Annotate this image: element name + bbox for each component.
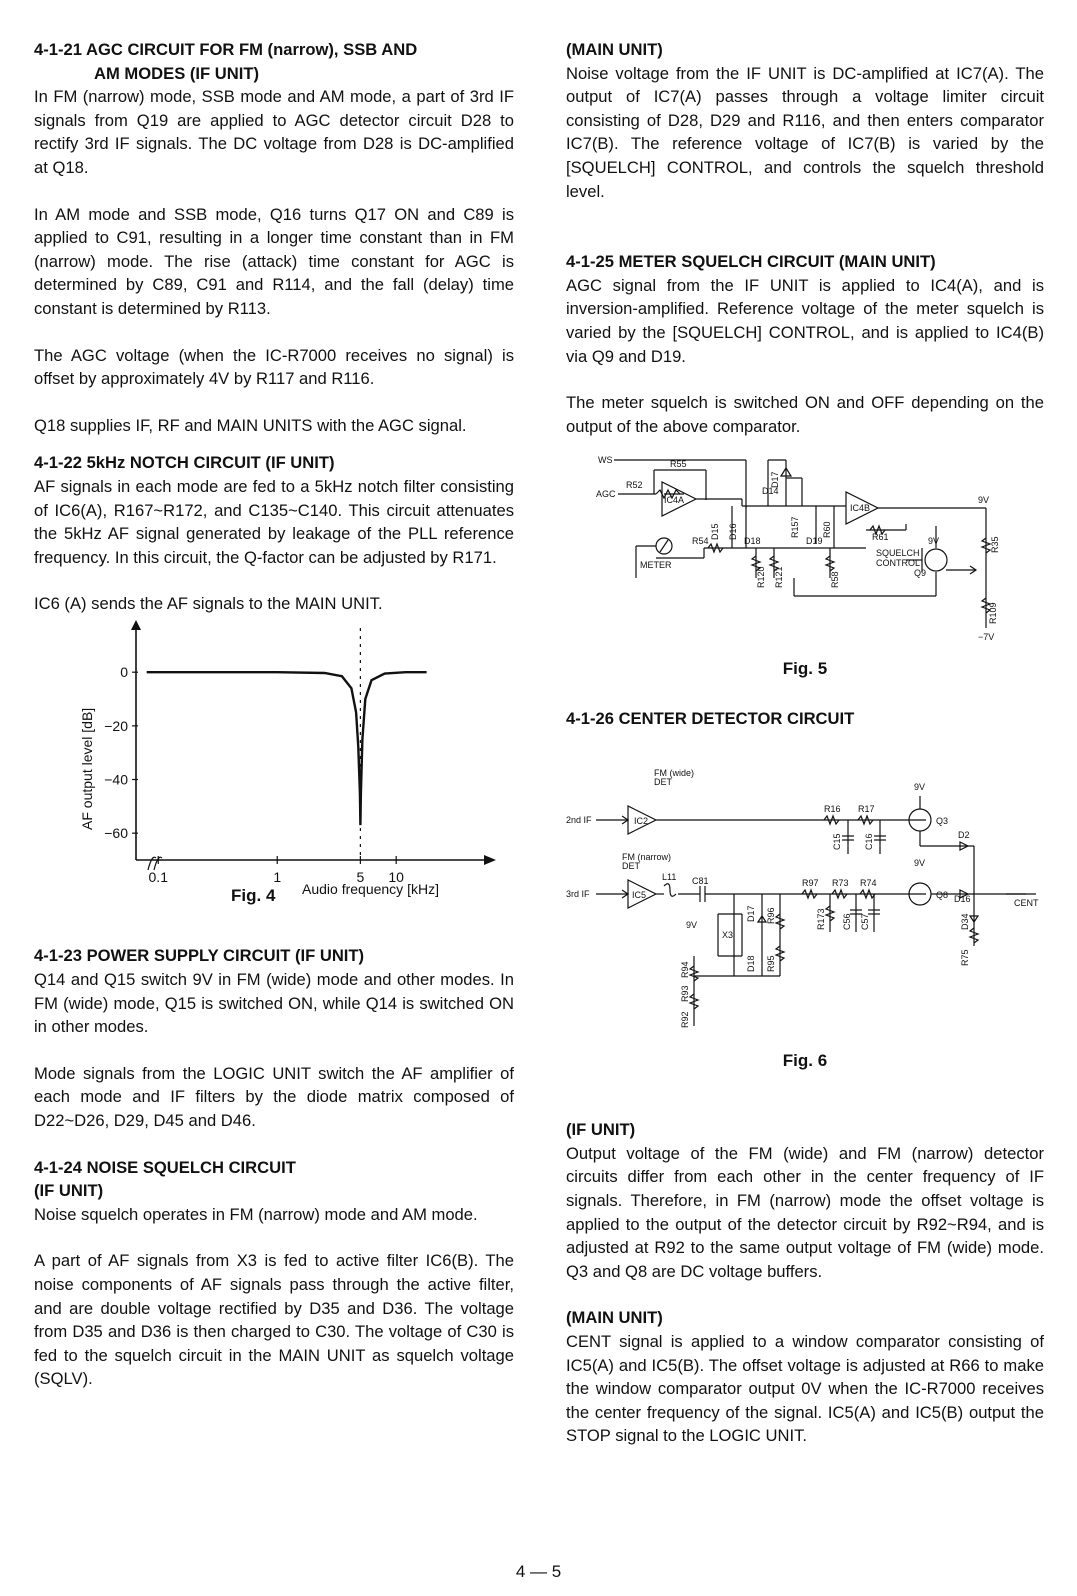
fig6-label-c56: C56 [842, 913, 852, 931]
fig5-label-r55: R55 [670, 459, 687, 470]
section-4-1-25-title: 4-1-25 METER SQUELCH CIRCUIT (MAIN UNIT) [566, 252, 936, 272]
fig5-label-d15: D15 [710, 523, 720, 541]
fig5-label-ic4a: IC4A [664, 495, 685, 506]
fig5-caption: Fig. 5 [782, 658, 828, 678]
fig6-label-r92: R92 [680, 1011, 690, 1029]
s25-paragraph-1: AGC signal from the IF UNIT is applied to IC4(A), and is inversion-amplified. Reference voltage of the meter squelch is varied by the [SQUELCH] CONTROL, and is applied to IC4(B) via Q9 and D19. [566, 275, 1044, 366]
fig6-label-c16: C16 [864, 833, 874, 851]
fig5-label-r54: R54 [692, 536, 709, 547]
fig5-label-r60: R60 [822, 521, 832, 539]
fig5-label-d19: D19 [806, 536, 823, 547]
fig4-x-arrow [484, 855, 496, 865]
fig5-label-neg7v: −7V [978, 632, 995, 643]
fig6-label-r74: R74 [860, 878, 877, 889]
fig6-label-cent: CENT [1014, 898, 1039, 909]
fig6-label-r75: R75 [960, 949, 970, 967]
fig6-label-r97: R97 [802, 878, 819, 889]
fig5-label-r120: R120 [756, 566, 766, 589]
fig5-label-ws: WS [598, 455, 613, 466]
fig6-label-2nd-if: 2nd IF [566, 815, 592, 826]
fig5-label-r109: R109 [988, 602, 998, 625]
fig4-xtick-label: 0.1 [148, 868, 168, 885]
fig5-label-squelch: SQUELCH [876, 548, 920, 559]
fig5-label-d18: D18 [744, 536, 761, 547]
fig6-label-r17: R17 [858, 804, 875, 815]
fig6-caption: Fig. 6 [782, 1050, 828, 1070]
fig5-label-agc: AGC [596, 489, 616, 500]
main-unit-paragraph: Noise voltage from the IF UNIT is DC-amplified at IC7(A). The output of IC7(A) passes through a voltage limiter circuit consisting of D28, D29 and R116, and then enters comparator IC7(B). The reference voltage of IC7(B) is varied by the [SQUELCH] CONTROL, and controls the squelch threshold level. [566, 63, 1044, 201]
s24-subtitle: (IF UNIT) [34, 1181, 104, 1201]
fig6-label-r94: R94 [680, 961, 690, 979]
fig6-label-3rd-if: 3rd IF [566, 889, 590, 900]
s21-paragraph-2: In AM mode and SSB mode, Q16 turns Q17 ON and C89 is applied to C91, resulting in a longer time constant than in FM (narrow) mode. The rise (attack) time constant for AGC is determined by C89, C91 and R114, and the fall (delay) time constant is determined by R113. [34, 204, 514, 318]
s21-paragraph-4: Q18 supplies IF, RF and MAIN UNITS with the AGC signal. [34, 415, 467, 435]
right-column [566, 38, 1044, 1471]
fig4-ytick-label: 0 [120, 664, 128, 681]
section-4-1-26-title: 4-1-26 CENTER DETECTOR CIRCUIT [566, 708, 855, 728]
fig4-label: Fig. 4 [231, 885, 276, 905]
fig5-label-d16: D16 [728, 523, 738, 541]
fig4-xtick-label: 10 [388, 868, 404, 885]
section-4-1-21-title: 4-1-21 AGC CIRCUIT FOR FM (narrow), SSB AND AM MODES (IF UNIT) [34, 40, 418, 83]
fig4-y-arrow [131, 620, 141, 630]
fig5-label-r61: R61 [872, 532, 889, 543]
fig5-meter-squelch-schematic [566, 448, 1044, 648]
fig4-xtick-label: 5 [356, 868, 365, 885]
fig5-label-r35: R35 [990, 536, 1000, 554]
fig4-response-curve [147, 672, 427, 825]
fig6-label-9v-b: 9V [914, 858, 926, 869]
fig5-label-d14: D14 [762, 486, 779, 497]
fig6-label-det2: DET [622, 861, 640, 872]
fig6-center-detector-schematic [566, 746, 1044, 1036]
fig5-label-9v-b: 9V [928, 536, 940, 547]
fig6-label-d2: D2 [958, 830, 970, 841]
fig6-label-ic2: IC2 [634, 816, 649, 827]
fig5-label-control: CONTROL [876, 558, 921, 569]
fig6-label-r93: R93 [680, 985, 690, 1003]
fig6-label-r173: R173 [816, 908, 826, 931]
s21-paragraph-3: The AGC voltage (when the IC-R7000 receives no signal) is offset by approximately 4V by R117 and R116. [34, 345, 514, 389]
s22-paragraph-1: AF signals in each mode are fed to a 5kHz notch filter consisting of IC6(A), R167~R172, and C135~C140. This circuit attenuates the 5kHz AF signal generated by leakage of the PLL reference frequency. In this circuit, the Q-factor can be adjusted by R171. [34, 476, 514, 567]
fig6-label-r73: R73 [832, 878, 849, 889]
fig4-ytick-label: −40 [104, 771, 128, 788]
fig4-axes [131, 620, 496, 870]
fig5-label-d17: D17 [770, 471, 780, 489]
fig4-notch-chart [34, 620, 504, 930]
s24-paragraph-1: Noise squelch operates in FM (narrow) mode and AM mode. [34, 1204, 478, 1224]
s22-paragraph-2: IC6 (A) sends the AF signals to the MAIN UNIT. [34, 594, 383, 614]
section-4-1-23-title: 4-1-23 POWER SUPPLY CIRCUIT (IF UNIT) [34, 946, 365, 966]
fig6-label-x3: X3 [722, 930, 734, 941]
fig6-label-c81: C81 [692, 876, 709, 887]
fig5-label-r121: R121 [774, 566, 784, 589]
fig6-label-q8: Q8 [936, 890, 949, 901]
if-unit-paragraph: Output voltage of the FM (wide) and FM (narrow) detector circuits differ from each other in the center frequency of IF signals. Therefore, in FM (narrow) mode the offset voltage is applied to the output of the detector circuit by R92~R94, and is adjusted at R92 to the same output voltage of FM (wide) mode. Q3 and Q8 are DC voltage buffers. [566, 1143, 1044, 1281]
fig6-label-d16: D16 [954, 894, 971, 905]
s25-paragraph-2: The meter squelch is switched ON and OFF depending on the output of the above comparator. [566, 393, 1044, 436]
fig6-label-q3: Q3 [936, 816, 949, 827]
fig6-label-d18: D18 [746, 955, 756, 973]
fig6-label-l11: L11 [662, 872, 677, 883]
fig6-label-d17: D17 [746, 905, 756, 923]
fig4-ytick-label: −20 [104, 717, 128, 734]
main-unit-2-subtitle: (MAIN UNIT) [566, 1308, 663, 1328]
fig4-xlabel: Audio frequency [kHz] [302, 880, 439, 897]
s21-paragraph-1: In FM (narrow) mode, SSB mode and AM mode, a part of 3rd IF signals from Q19 are applied to AGC detector circuit D28 to rectify 3rd IF signals. The DC voltage from D28 is DC-amplified at Q18. [34, 87, 514, 177]
fig4-ylabel: AF output level [dB] [79, 707, 95, 830]
fig6-label-r16: R16 [824, 804, 841, 815]
s23-paragraph-1: Q14 and Q15 switch 9V in FM (wide) mode and other modes. In FM (wide) mode, Q15 is switched ON, while Q14 is switched ON in other modes. [34, 970, 514, 1037]
fig6-label-c57: C57 [860, 913, 870, 931]
fig5-label-r157: R157 [790, 516, 800, 539]
s23-paragraph-2: Mode signals from the LOGIC UNIT switch the AF amplifier of each mode and IF filters by the diode matrix composed of D22~D26, D29, D45 and D46. [34, 1063, 514, 1131]
fig5-label-ic4b: IC4B [850, 503, 871, 514]
section-4-1-22-title: 4-1-22 5kHz NOTCH CIRCUIT (IF UNIT) [34, 453, 335, 473]
fig6-label-det1: DET [654, 777, 672, 788]
main-unit-subtitle: (MAIN UNIT) [566, 40, 663, 59]
fig6-label-r95: R95 [766, 955, 776, 973]
fig4-xtick-label: 1 [273, 868, 282, 885]
left-column [34, 38, 514, 1414]
fig5-label-q9: Q9 [914, 568, 927, 579]
fig5-label-r52: R52 [626, 480, 643, 491]
fig6-label-ic5: IC5 [632, 890, 647, 901]
fig6-label-c15: C15 [832, 833, 842, 851]
fig6-label-fmwide: FM (wide) [654, 768, 694, 779]
fig6-label-r96: R96 [766, 907, 776, 925]
fig5-label-r58: R58 [830, 571, 840, 589]
fig5-label-9v-a: 9V [978, 495, 990, 506]
fig6-label-fmnarrow: FM (narrow) [622, 852, 671, 863]
section-4-1-24-title: 4-1-24 NOISE SQUELCH CIRCUIT [34, 1157, 296, 1177]
page-number: 4 — 5 [515, 1562, 562, 1581]
main-unit-2-paragraph: CENT signal is applied to a window comparator consisting of IC5(A) and IC5(B). The offset voltage is adjusted at R66 to make the window comparator output 0V when the IC-R7000 receives the center frequency of the signal. IC5(A) and IC5(B) output the STOP signal to the LOGIC UNIT. [566, 1332, 1044, 1446]
fig6-label-9v-a: 9V [914, 782, 926, 793]
s24-paragraph-2: A part of AF signals from X3 is fed to active filter IC6(B). The noise components of AF signals pass through the active filter, and are double voltage rectified by D35 and D36. The voltage from D35 and D36 is then charged to C30. The voltage of C30 is fed to the squelch circuit in the MAIN UNIT as squelch voltage (SQLV). [34, 1251, 514, 1389]
fig5-label-meter: METER [640, 560, 672, 571]
fig4-ytick-label: −60 [104, 825, 128, 842]
fig6-label-9v-c: 9V [686, 920, 698, 931]
fig6-label-d34: D34 [960, 913, 970, 931]
if-unit-subtitle: (IF UNIT) [566, 1120, 636, 1140]
